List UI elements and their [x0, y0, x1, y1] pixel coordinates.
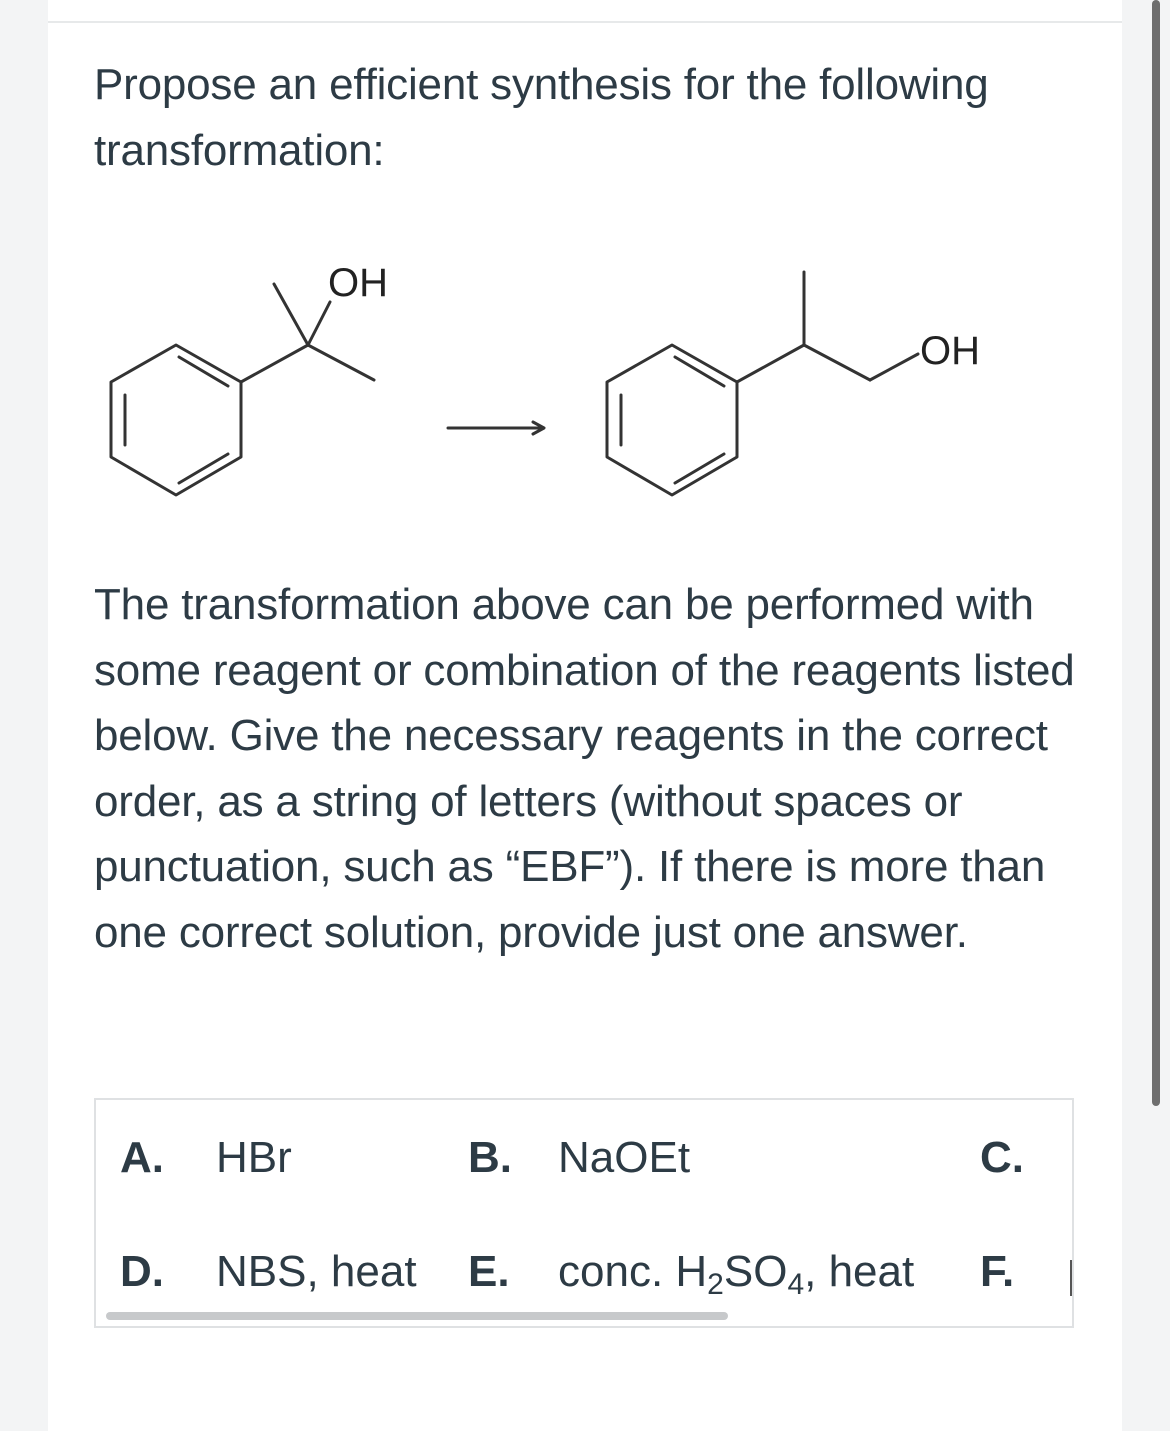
- reagent-table[interactable]: [94, 1098, 1074, 1328]
- reactant-benzene-ring: [111, 345, 241, 495]
- reagent-d-name: NBS, heat: [216, 1247, 417, 1296]
- question-description: The transformation above can be performed with some reagent or combination of the reagents listed below. Give the necessary reagents in the correct order, as a string of letters (without spaces or punctuation, such as “EBF”). If there is more than one correct solution, provide just one answer.: [94, 580, 1075, 957]
- reagent-e-subscript-2: 4: [787, 1268, 805, 1301]
- text-cursor-marker: [1070, 1260, 1072, 1296]
- reagent-f: [980, 1246, 1014, 1298]
- reagent-a-name: HBr: [216, 1133, 292, 1182]
- reagent-d-letter: D.: [120, 1247, 164, 1296]
- product-oh-label: OH: [920, 329, 980, 373]
- question-prompt: Propose an efficient synthesis for the following transformation:: [94, 60, 989, 175]
- reagent-f-letter: F.: [980, 1247, 1015, 1296]
- product-benzene-ring: [607, 345, 737, 495]
- reagent-c: [980, 1132, 1024, 1184]
- reagent-e-letter: E.: [468, 1247, 510, 1296]
- reaction-arrow: [448, 422, 544, 434]
- reagent-d: [120, 1246, 417, 1298]
- top-divider: [48, 21, 1122, 23]
- reagent-a-letter: A.: [120, 1133, 164, 1182]
- reagent-b: [468, 1132, 690, 1184]
- reagent-c-letter: C.: [980, 1133, 1024, 1182]
- reagent-e-name-suffix: , heat: [804, 1247, 915, 1296]
- reagent-b-name: NaOEt: [558, 1133, 691, 1182]
- vertical-scrollbar[interactable]: [1152, 0, 1160, 1106]
- reagent-e-name-mid: SO: [723, 1247, 788, 1296]
- reagent-e-subscript-1: 2: [707, 1268, 724, 1301]
- reagent-a: [120, 1132, 292, 1184]
- product-side-chain: [737, 272, 918, 382]
- reagent-e: [468, 1246, 915, 1301]
- reaction-scheme: [90, 250, 1010, 520]
- reactant-oh-label: OH: [328, 261, 388, 305]
- reagent-e-name-prefix: conc. H: [558, 1247, 708, 1296]
- reagent-b-letter: B.: [468, 1133, 512, 1182]
- reagent-e-name: [558, 1246, 915, 1301]
- horizontal-scrollbar[interactable]: [106, 1312, 728, 1320]
